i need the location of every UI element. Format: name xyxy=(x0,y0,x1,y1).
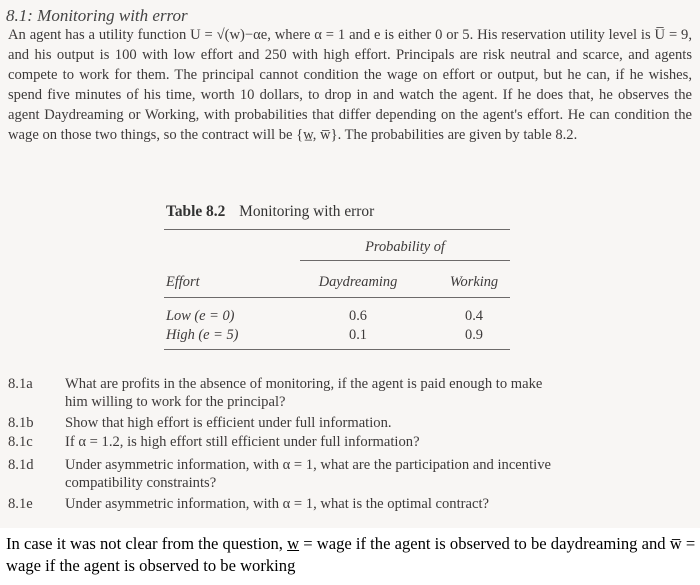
table-col-header-working: Working xyxy=(449,274,499,290)
table-group-rule xyxy=(300,260,510,261)
table-caption xyxy=(166,203,374,221)
table-bottom-rule xyxy=(164,349,510,350)
w-overline-symbol: w̅ xyxy=(669,534,682,553)
table-cell-high-working: 0.9 xyxy=(465,327,483,343)
question-text-line: Under asymmetric information, with α = 1, what are the participation and incentive xyxy=(65,457,551,473)
question-text-line: Show that high effort is efficient under full information. xyxy=(65,415,392,431)
question-number: 8.1c xyxy=(8,434,33,450)
section-title: 8.1: Monitoring with error xyxy=(6,6,188,25)
table-cell-high-daydreaming: 0.1 xyxy=(349,327,367,343)
problem-paragraph: An agent has a utility function U = √(w)−αe, where α = 1 and e is either 0 or 5. His reservation utility level is U̅ = 9, and his output is 100 with low effort and 250 with high effort. Principals are risk neutral and scarce, and agents compete to work for them. The principal cannot condition the wage on effort or output, but he can, if he wishes, spend five minutes of his time, worth 10 dollars, to drop in and watch the agent. If he does that, he observes the agent Daydreaming or Working, with probabilities that differ depending on the agent's effort. He can condition the wage on those two things, so the contract will be {w̲, w̅}. The probabilities are given by table 8.2. xyxy=(8,27,692,143)
table-cell-low-daydreaming: 0.6 xyxy=(349,308,367,324)
question-text-line: compatibility constraints? xyxy=(65,475,217,491)
note-suffix: = wage if the agent is observed to be working xyxy=(6,534,696,575)
question-text-line: If α = 1.2, is high effort still efficient under full information? xyxy=(65,434,420,450)
table-top-rule xyxy=(164,229,510,230)
table-title: Monitoring with error xyxy=(239,203,375,220)
table-header-rule xyxy=(164,297,510,298)
question-number: 8.1a xyxy=(8,376,33,392)
clarification-note xyxy=(6,533,696,577)
table-row-high-label: High (e = 5) xyxy=(166,327,239,343)
question-number: 8.1e xyxy=(8,496,33,512)
w-underline-symbol: w xyxy=(287,534,300,553)
question-number: 8.1d xyxy=(8,457,34,473)
question-text-line: him willing to work for the principal? xyxy=(65,394,286,410)
table-number: Table 8.2 xyxy=(166,203,226,220)
question-text-line: What are profits in the absence of monitoring, if the agent is paid enough to make xyxy=(65,376,543,392)
question-number: 8.1b xyxy=(8,415,34,431)
question-text-line: Under asymmetric information, with α = 1, what is the optimal contract? xyxy=(65,496,489,512)
table-cell-low-working: 0.4 xyxy=(465,308,483,324)
table-row-header: Effort xyxy=(166,274,200,290)
note-prefix: In case it was not clear from the question, xyxy=(6,534,288,553)
table-col-header-daydreaming: Daydreaming xyxy=(318,274,398,290)
table-row-low-label: Low (e = 0) xyxy=(166,308,235,324)
note-middle: = wage if the agent is observed to be daydreaming and xyxy=(299,534,670,553)
table-group-header: Probability of xyxy=(365,239,445,255)
